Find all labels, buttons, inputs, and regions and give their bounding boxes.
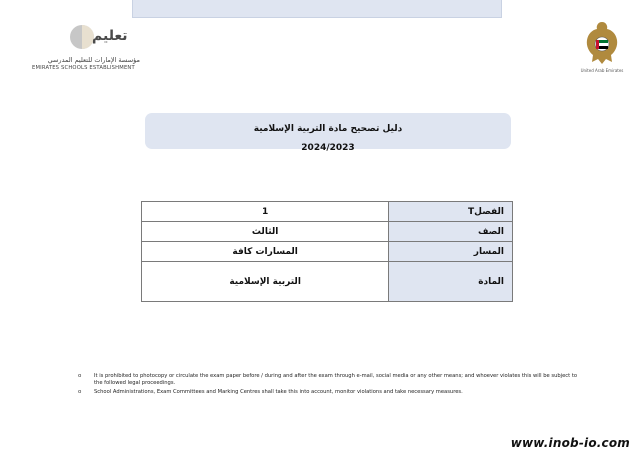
grade-value: الثالث	[142, 222, 389, 242]
academic-year: 2024/2023	[301, 143, 355, 153]
subject-label: المادة	[389, 262, 513, 302]
falcon-emblem-icon	[580, 18, 624, 68]
note-text: School Administrations, Exam Committees and Marking Centres shall take this into account, monitor violations and take necessary measures.	[94, 389, 463, 395]
note-item	[78, 373, 578, 387]
table-row	[142, 222, 513, 242]
exam-notes	[78, 373, 578, 398]
term-value: 1	[142, 202, 389, 222]
subject-value: التربية الإسلامية	[142, 262, 389, 302]
exam-info-table	[141, 201, 513, 302]
header-strip	[132, 0, 502, 18]
term-label: الفصلT	[389, 202, 513, 222]
grade-label: الصف	[389, 222, 513, 242]
track-label: المسار	[389, 242, 513, 262]
track-value: المسارات كافة	[142, 242, 389, 262]
table-row	[142, 262, 513, 302]
note-text: It is prohibited to photocopy or circulate the exam paper before / during and after the exam through e-mail, social media or any other means; and whoever violates this will be subject to the followed legal proceedings.	[94, 373, 578, 386]
bullet-icon: o	[78, 373, 82, 379]
uae-caption: United Arab Emirates	[580, 68, 624, 73]
ese-wordmark: تعليم	[92, 28, 128, 44]
ese-english-name: EMIRATES SCHOOLS ESTABLISHMENT	[32, 65, 135, 71]
note-item	[78, 389, 578, 396]
ese-arabic-name: مؤسسة الإمارات للتعليم المدرسي	[47, 56, 140, 64]
site-watermark: www.inob-io.com	[510, 436, 630, 450]
bullet-icon: o	[78, 389, 82, 395]
emirates-schools-logo	[28, 20, 140, 72]
table-row	[142, 202, 513, 222]
uae-emblem	[580, 18, 624, 74]
table-row	[142, 242, 513, 262]
document-title: دليل تصحيح مادة التربية الإسلامية	[253, 124, 403, 134]
